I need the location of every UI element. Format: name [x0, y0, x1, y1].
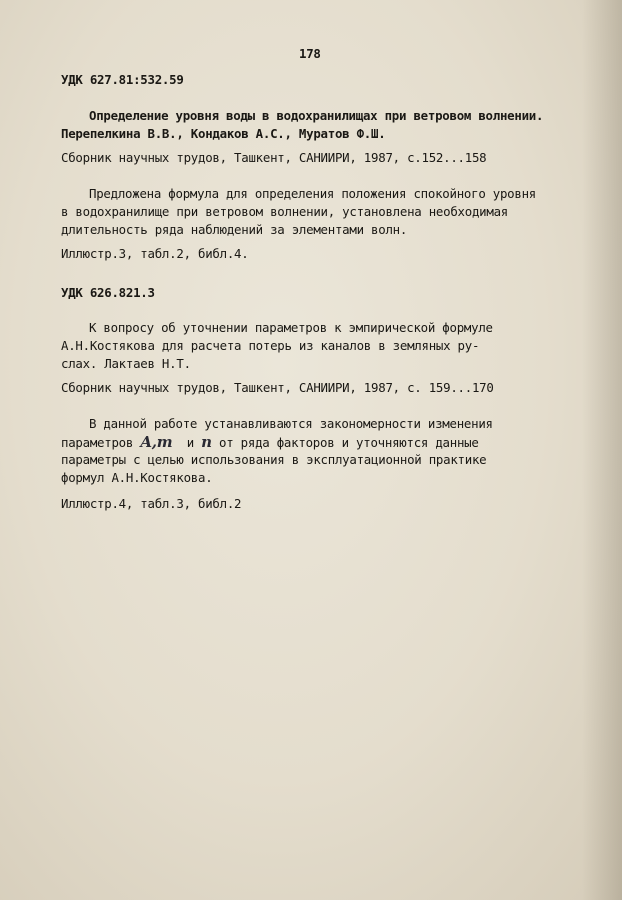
page-edge-shadow — [582, 0, 622, 900]
entry2-abstract-line1: В данной работе устанавливаются закономерности изменения — [89, 416, 493, 431]
entry2-illustrations: Иллюстр.4, табл.3, библ.2 — [61, 496, 242, 511]
handwritten-symbol-n: n — [201, 433, 212, 451]
entry2-abstract-line4: формул А.Н.Костякова. — [61, 470, 213, 485]
entry2-title-line3: слах. Лактаев Н.Т. — [61, 356, 191, 371]
entry1-authors: Перепелкина В.В., Кондаков А.С., Муратов Ф.Ш. — [61, 126, 386, 141]
entry2-source: Сборник научных трудов, Ташкент, САНИИРИ, 1987, с. 159...170 — [61, 380, 494, 395]
entry2-title-line2: А.Н.Костякова для расчета потерь из каналов в земляных ру- — [61, 338, 480, 353]
entry1-title: Определение уровня воды в водохранилищах при ветровом волнении. — [89, 108, 544, 123]
entry1-abstract-line2: в водохранилище при ветровом волнении, установлена необходимая — [61, 204, 509, 219]
handwritten-symbol-a: A — [140, 433, 152, 451]
handwritten-symbol-m: ,m — [151, 433, 173, 451]
params-label: параметров — [61, 435, 134, 450]
entry1-udk: УДК 627.81:532.59 — [61, 72, 184, 87]
params-suffix: от ряда факторов и уточняются данные — [219, 435, 479, 450]
entry2-udk: УДК 626.821.3 — [61, 285, 155, 300]
entry1-abstract-line1: Предложена формула для определения положения спокойного уровня — [89, 186, 537, 201]
conjunction: и — [186, 435, 194, 450]
entry1-abstract-line3: длительность ряда наблюдений за элементами волн. — [61, 222, 408, 237]
entry2-title-line1: К вопросу об уточнении параметров к эмпирической формуле — [89, 320, 493, 335]
entry1-illustrations: Иллюстр.3, табл.2, библ.4. — [61, 246, 249, 261]
page-number: 178 — [299, 46, 321, 61]
entry2-abstract-line2 — [61, 434, 479, 451]
entry2-abstract-line3: параметры с целью использования в эксплуатационной практике — [61, 452, 487, 467]
entry1-source: Сборник научных трудов, Ташкент, САНИИРИ, 1987, с.152...158 — [61, 150, 487, 165]
